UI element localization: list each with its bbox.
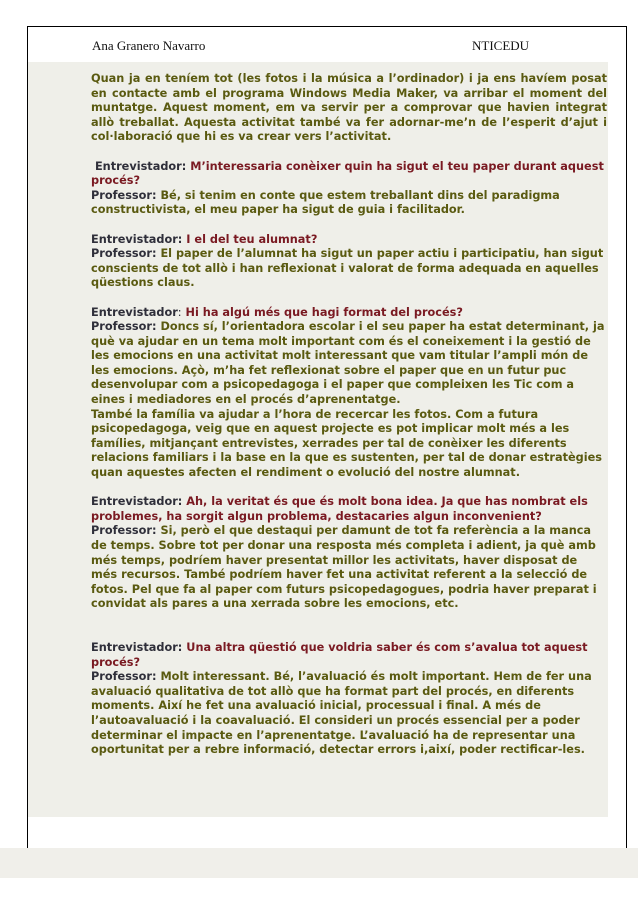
qa-block-4	[91, 495, 607, 612]
professor-label: Professor:	[91, 320, 157, 334]
interviewer-question: Ah, la veritat és que és molt bona idea. Ja que has nombrat els problemes, ha sorgit algun problema, destacaries algun inconvenient?	[91, 495, 588, 523]
professor-answer-extra: També la família va ajudar a l’hora de recercar les fotos. Com a futura psicopedagoga, veig que en aquest projecte es pot implicar molt més a les famílies, mitjançant entrevistes, xerrades per tal de conèixer les diferents relacions familiars i la base en la que es sustenten, per tal de donar estratègies quan aquestes afecten el rendiment o evolució del nostre alumnat.	[91, 407, 602, 480]
interviewer-label: Entrevistador:	[91, 640, 183, 654]
qa-block-5	[91, 641, 607, 758]
bottom-band	[0, 848, 638, 878]
professor-label: Professor:	[91, 670, 157, 684]
interviewer-label: Entrevistador:	[94, 159, 187, 173]
professor-answer: Bé, si tenim en conte que estem treballant dins del paradigma constructivista, el meu paper ha sigut de guia i facilitador.	[91, 188, 560, 217]
author-name: Ana Granero Navarro	[92, 38, 206, 53]
label-colon: :	[177, 305, 182, 319]
professor-answer: Molt interessant. Bé, l’avaluació és molt important. Hem de fer una avaluació qualitativa de tot allò que ha format part del procés, en diferents moments. Així he fet una avaluació inicial, processual i final. A més de l’autoavaluació i la coavaluació. El consideri un procés essencial per a poder determinar el impacte en l’aprenentatge. L’avaluació ha de representar una oportunitat per a rebre informació, detectar errors i,així, poder rectificar-les.	[91, 670, 592, 757]
interviewer-label: Entrevistador:	[91, 495, 183, 509]
interviewer-question: Una altra qüestió que voldria saber és com s’avalua tot aquest procés?	[91, 640, 588, 669]
interviewer-question: I el del teu alumnat?	[186, 232, 318, 246]
qa-block-3	[91, 306, 607, 481]
qa-block-2	[91, 233, 607, 291]
interviewer-label: Entrevistador	[91, 305, 178, 319]
professor-label: Professor:	[91, 188, 157, 202]
professor-answer: El paper de l’alumnat ha sigut un paper actiu i participatiu, han sigut conscients de tot allò i han reflexionat i valorat de forma adequada en aquelles qüestions claus.	[91, 247, 604, 290]
interviewer-question: Hi ha algú més que hagi format del procés?	[185, 305, 463, 319]
intro-paragraph: Quan ja en teníem tot (les fotos i la música a l’ordinador) i ja ens havíem posat en contacte amb el programa Windows Media Maker, va arribar el moment del muntatge. Aquest moment, em va servir per a comprovar que havien integrat allò treballat. Aquesta activitat també va fer adornar-me’n de l’esperit d’ajut i col·laboració que hi es va crear vers l’activitat.	[91, 72, 607, 144]
qa-block-1	[91, 160, 607, 218]
document-body	[91, 72, 607, 758]
interviewer-question: M’interessaria conèixer quin ha sigut el teu paper durant aquest procés?	[91, 159, 604, 188]
course-code: NTICEDU	[472, 38, 530, 53]
interviewer-label: Entrevistador:	[91, 232, 183, 246]
professor-label: Professor:	[91, 524, 157, 538]
professor-answer: Doncs sí, l’orientadora escolar i el seu paper ha estat determinant, ja què va ajudar en un tema molt important com és el coneixement i la gestió de les emocions en una activitat molt interessant que vam titular l’ampli món de les emocions. Açò, m’ha fet reflexionat sobre el paper que en un futur puc desenvolupar com a psicopedagoga i el paper que compleixen les Tic com a eines i mediadores en el procés d’aprenentatge.	[91, 320, 605, 407]
professor-answer: Si, però el que destaqui per damunt de tot fa referència a la manca de temps. Sobre tot per donar una resposta més completa i adient, ja què amb més temps, podríem haver presentat millor les activitats, haver disposat de més recursos. També podríem haver fet una activitat referent a la selecció de fotos. Pel que fa al paper com futurs psicopedagogues, podria haver preparat i convidat als pares a una xerrada sobre les emocions, etc.	[91, 524, 597, 611]
professor-label: Professor:	[91, 247, 157, 261]
